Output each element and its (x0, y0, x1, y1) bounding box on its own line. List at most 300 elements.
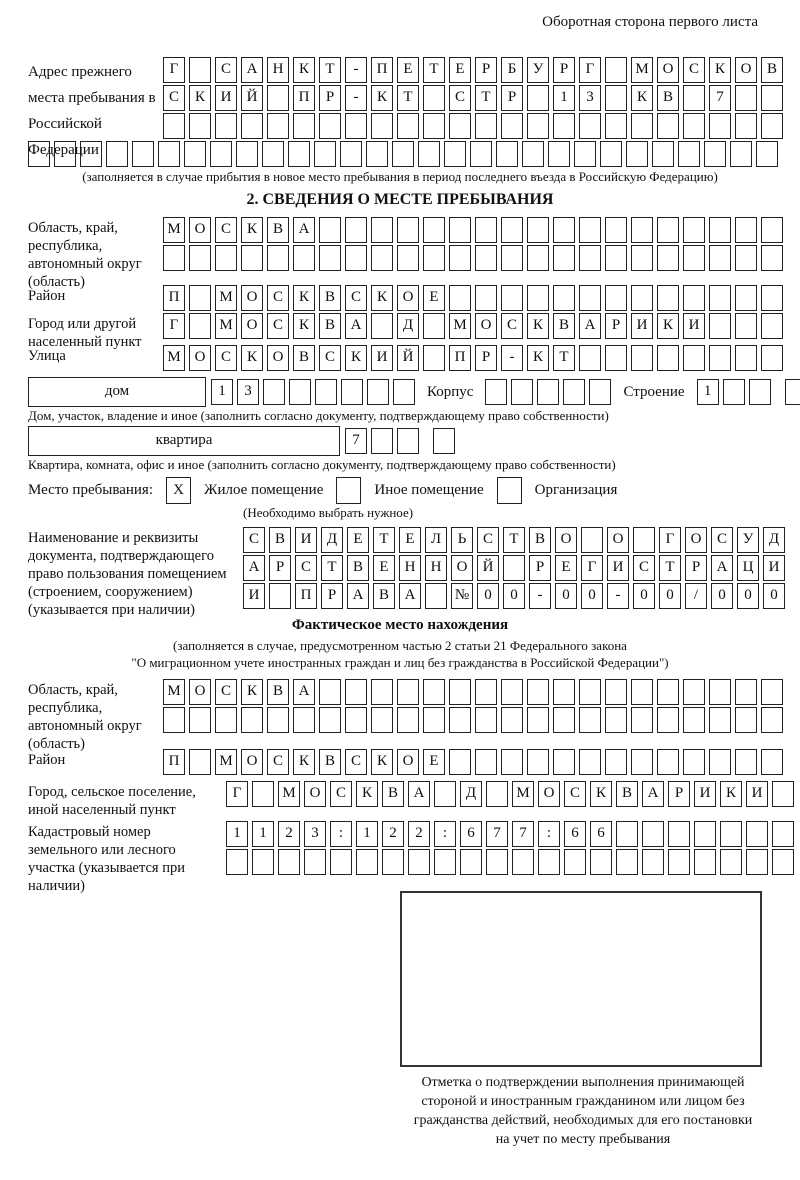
char-cell: - (607, 583, 629, 609)
char-cell: 6 (460, 821, 482, 847)
char-cell (553, 285, 575, 311)
char-cell (397, 245, 419, 271)
korpus-cells (485, 379, 611, 405)
char-cell: Р (529, 555, 551, 581)
char-cell (735, 85, 757, 111)
char-cell (683, 285, 705, 311)
char-cell (657, 749, 679, 775)
char-cell (683, 707, 705, 733)
stamp-caption-line-3: гражданства действий, необходимых для его постановки (413, 1113, 753, 1128)
char-cell (423, 679, 445, 705)
char-cell: К (720, 781, 742, 807)
char-cell: М (163, 217, 185, 243)
char-cell (564, 849, 586, 875)
char-cell: М (215, 749, 237, 775)
char-cell: К (356, 781, 378, 807)
char-cell: У (737, 527, 759, 553)
char-cell: 2 (278, 821, 300, 847)
char-cell (262, 141, 284, 167)
char-cell: 0 (581, 583, 603, 609)
char-cell (382, 849, 404, 875)
char-cell: Е (373, 555, 395, 581)
char-cell: О (397, 285, 419, 311)
char-cell: Р (475, 57, 497, 83)
char-cell: Р (553, 57, 575, 83)
char-cell: 0 (763, 583, 785, 609)
char-cell: 0 (477, 583, 499, 609)
char-cell (704, 141, 726, 167)
char-cell: К (241, 217, 263, 243)
char-cell: П (163, 749, 185, 775)
char-cell (371, 679, 393, 705)
char-cell: Т (659, 555, 681, 581)
char-cell: В (761, 57, 783, 83)
char-cell (475, 679, 497, 705)
char-cell: С (564, 781, 586, 807)
char-cell (553, 113, 575, 139)
char-cell (449, 749, 471, 775)
char-cell (657, 245, 679, 271)
char-cell (605, 85, 627, 111)
char-cell: К (709, 57, 731, 83)
section2-title: 2. СВЕДЕНИЯ О МЕСТЕ ПРЕБЫВАНИЯ (246, 191, 554, 208)
char-cell: Е (347, 527, 369, 553)
region-row-1 (163, 217, 772, 243)
char-cell: К (371, 749, 393, 775)
char-cell: К (293, 285, 315, 311)
city-row (163, 313, 772, 339)
char-cell (485, 379, 507, 405)
prev-address-block (28, 57, 777, 158)
char-cell (449, 285, 471, 311)
char-cell (730, 141, 752, 167)
checkbox-other-premises (336, 477, 361, 504)
char-cell: 3 (237, 379, 259, 405)
char-cell (293, 245, 315, 271)
char-cell: Р (668, 781, 690, 807)
char-cell: С (163, 85, 185, 111)
char-cell: : (330, 821, 352, 847)
char-cell (475, 285, 497, 311)
char-cell: И (215, 85, 237, 111)
char-cell: К (527, 313, 549, 339)
char-cell: О (241, 285, 263, 311)
char-cell (772, 849, 794, 875)
char-cell: А (347, 583, 369, 609)
char-cell: И (607, 555, 629, 581)
char-cell (189, 57, 211, 83)
document-label: Наименование и реквизиты документа, подтверждающего право пользования помещением (строением, сооружением) (указывается при наличии) (28, 530, 227, 618)
char-cell (735, 245, 757, 271)
char-cell (226, 849, 248, 875)
char-cell (761, 679, 783, 705)
char-cell (319, 679, 341, 705)
registration-stamp-box (400, 891, 762, 1067)
char-cell: С (267, 285, 289, 311)
char-cell (642, 849, 664, 875)
char-cell: Т (319, 57, 341, 83)
char-cell (425, 583, 447, 609)
document-cells (243, 527, 780, 609)
char-cell (735, 113, 757, 139)
char-cell (267, 85, 289, 111)
char-cell: - (345, 85, 367, 111)
actual-region-row-2 (163, 707, 772, 733)
char-cell (709, 113, 731, 139)
char-cell: О (397, 749, 419, 775)
char-cell (579, 245, 601, 271)
char-cell: А (293, 679, 315, 705)
char-cell (189, 285, 211, 311)
char-cell: Е (449, 57, 471, 83)
char-cell: 0 (711, 583, 733, 609)
char-cell (694, 821, 716, 847)
char-cell (449, 217, 471, 243)
char-cell (522, 141, 544, 167)
korpus-label: Корпус (427, 383, 474, 400)
char-cell (657, 113, 679, 139)
char-cell (756, 141, 778, 167)
char-cell: О (267, 345, 289, 371)
char-cell (304, 849, 326, 875)
char-cell: К (371, 285, 393, 311)
char-cell (315, 379, 337, 405)
char-cell (501, 245, 523, 271)
char-cell: К (590, 781, 612, 807)
char-cell (189, 313, 211, 339)
char-cell: А (243, 555, 265, 581)
char-cell (356, 849, 378, 875)
char-cell: С (449, 85, 471, 111)
char-cell (735, 313, 757, 339)
char-cell (683, 217, 705, 243)
char-cell (215, 707, 237, 733)
char-cell (215, 113, 237, 139)
char-cell (393, 379, 415, 405)
char-cell (761, 113, 783, 139)
char-cell (581, 527, 603, 553)
char-cell: А (711, 555, 733, 581)
char-cell (423, 345, 445, 371)
char-cell (189, 749, 211, 775)
char-cell (269, 583, 291, 609)
actual-region-block (28, 679, 772, 752)
char-cell (449, 707, 471, 733)
char-cell (631, 217, 653, 243)
char-cell: Р (605, 313, 627, 339)
char-cell (605, 679, 627, 705)
char-cell: С (501, 313, 523, 339)
char-cell: Л (425, 527, 447, 553)
prev-address-row-1 (163, 57, 777, 83)
char-cell (496, 141, 518, 167)
char-cell: Д (763, 527, 785, 553)
char-cell (397, 428, 419, 454)
char-cell: Р (269, 555, 291, 581)
char-cell (527, 245, 549, 271)
char-cell (657, 707, 679, 733)
char-cell (397, 113, 419, 139)
char-cell (501, 749, 523, 775)
actual-district-label: Район (28, 752, 66, 768)
char-cell (631, 345, 653, 371)
char-cell: Г (581, 555, 603, 581)
char-cell: О (685, 527, 707, 553)
char-cell (501, 285, 523, 311)
char-cell: М (631, 57, 653, 83)
char-cell (761, 285, 783, 311)
char-cell (553, 707, 575, 733)
char-cell (735, 345, 757, 371)
char-cell (527, 679, 549, 705)
char-cell (319, 707, 341, 733)
char-cell: 1 (553, 85, 575, 111)
char-cell (746, 821, 768, 847)
char-cell (340, 141, 362, 167)
char-cell (252, 849, 274, 875)
char-cell: С (477, 527, 499, 553)
char-cell: - (529, 583, 551, 609)
char-cell: В (529, 527, 551, 553)
char-cell (605, 57, 627, 83)
char-cell (158, 141, 180, 167)
actual-district-row (163, 749, 772, 775)
char-cell: К (293, 749, 315, 775)
char-cell: В (319, 749, 341, 775)
char-cell: М (512, 781, 534, 807)
char-cell (460, 849, 482, 875)
char-cell (683, 345, 705, 371)
char-cell: Ь (451, 527, 473, 553)
char-cell (434, 849, 456, 875)
char-cell: М (163, 345, 185, 371)
char-cell: Р (501, 85, 523, 111)
option-residential-label: Жилое помещение (204, 482, 324, 498)
char-cell: В (269, 527, 291, 553)
char-cell: В (657, 85, 679, 111)
prev-address-cells (163, 57, 777, 139)
char-cell: Е (423, 749, 445, 775)
char-cell: Т (397, 85, 419, 111)
char-cell: С (215, 217, 237, 243)
char-cell: С (330, 781, 352, 807)
char-cell (579, 345, 601, 371)
char-cell: О (189, 345, 211, 371)
char-cell (683, 113, 705, 139)
char-cell (423, 85, 445, 111)
street-label: Улица (28, 348, 66, 364)
char-cell (293, 707, 315, 733)
char-cell (371, 313, 393, 339)
char-cell (501, 707, 523, 733)
char-cell (683, 85, 705, 111)
char-cell: - (345, 57, 367, 83)
char-cell (503, 555, 525, 581)
char-cell: И (763, 555, 785, 581)
char-cell: Т (503, 527, 525, 553)
char-cell (470, 141, 492, 167)
char-cell: : (538, 821, 560, 847)
char-cell: И (371, 345, 393, 371)
stamp-caption-line-2: стороной и иностранным гражданином или лицом без (421, 1094, 745, 1109)
char-cell: П (163, 285, 185, 311)
char-cell: Г (163, 313, 185, 339)
char-cell (683, 749, 705, 775)
char-cell: 0 (737, 583, 759, 609)
char-cell: 6 (590, 821, 612, 847)
char-cell (735, 749, 757, 775)
char-cell (252, 781, 274, 807)
char-cell: Т (373, 527, 395, 553)
char-cell: 1 (226, 821, 248, 847)
char-cell: 3 (304, 821, 326, 847)
char-cell (444, 141, 466, 167)
actual-city-block (28, 781, 772, 818)
char-cell: М (215, 285, 237, 311)
char-cell (345, 245, 367, 271)
char-cell: О (607, 527, 629, 553)
char-cell: Г (163, 57, 185, 83)
apartment-note: Квартира, комната, офис и иное (заполнить согласно документу, подтверждающему право собственности) (28, 457, 616, 472)
char-cell (236, 141, 258, 167)
char-cell: 0 (633, 583, 655, 609)
char-cell: К (657, 313, 679, 339)
char-cell: Д (397, 313, 419, 339)
char-cell (527, 217, 549, 243)
char-cell (579, 217, 601, 243)
actual-region-cells (163, 679, 772, 733)
char-cell (486, 849, 508, 875)
char-cell (408, 849, 430, 875)
document-row-3 (243, 583, 778, 609)
char-cell (605, 707, 627, 733)
char-cell: А (399, 583, 421, 609)
char-cell (631, 245, 653, 271)
char-cell (709, 285, 731, 311)
char-cell (423, 245, 445, 271)
char-cell: Ц (737, 555, 759, 581)
char-cell (746, 849, 768, 875)
char-cell (605, 245, 627, 271)
char-cell (163, 113, 185, 139)
char-cell (657, 285, 679, 311)
char-cell: И (683, 313, 705, 339)
char-cell: Д (321, 527, 343, 553)
char-cell: Т (553, 345, 575, 371)
actual-location-title: Фактическое место нахождения (291, 617, 509, 633)
char-cell (553, 679, 575, 705)
prev-address-label: Адрес прежнего места пребывания в Российской Федерации (28, 64, 156, 158)
char-cell: К (527, 345, 549, 371)
char-cell (735, 707, 757, 733)
actual-region-label: Область, край, республика, автономный округ (область) (28, 682, 142, 752)
stroenie-label: Строение (623, 383, 685, 400)
char-cell (735, 285, 757, 311)
page-side-note: Оборотная сторона первого листа (542, 14, 758, 30)
char-cell: Г (579, 57, 601, 83)
char-cell (579, 679, 601, 705)
char-cell (631, 285, 653, 311)
char-cell: О (189, 217, 211, 243)
char-cell: И (631, 313, 653, 339)
region-cells (163, 217, 772, 271)
char-cell (371, 245, 393, 271)
char-cell: У (527, 57, 549, 83)
char-cell: К (345, 345, 367, 371)
char-cell: А (293, 217, 315, 243)
actual-city-row (226, 781, 772, 807)
char-cell (423, 217, 445, 243)
char-cell (761, 749, 783, 775)
char-cell: - (501, 345, 523, 371)
char-cell: 0 (659, 583, 681, 609)
char-cell: В (319, 285, 341, 311)
char-cell: 2 (408, 821, 430, 847)
char-cell: И (243, 583, 265, 609)
char-cell (475, 749, 497, 775)
char-cell (267, 245, 289, 271)
actual-region-row-1 (163, 679, 772, 705)
char-cell (527, 749, 549, 775)
stroenie-cells (697, 379, 771, 405)
char-cell (772, 781, 794, 807)
house-row (28, 377, 772, 407)
char-cell (371, 707, 393, 733)
char-cell: К (241, 679, 263, 705)
street-row (163, 345, 772, 371)
char-cell (475, 707, 497, 733)
char-cell (683, 245, 705, 271)
apartment-type-box: квартира (28, 426, 340, 456)
char-cell (267, 707, 289, 733)
char-cell: : (434, 821, 456, 847)
apartment-row (28, 426, 772, 456)
char-cell: Н (425, 555, 447, 581)
char-cell (683, 679, 705, 705)
char-cell (605, 345, 627, 371)
char-cell (600, 141, 622, 167)
char-cell (184, 141, 206, 167)
char-cell: 1 (356, 821, 378, 847)
char-cell (345, 707, 367, 733)
char-cell (371, 217, 393, 243)
stamp-caption-line-1: Отметка о подтверждении выполнения принимающей (421, 1075, 745, 1090)
char-cell: В (293, 345, 315, 371)
char-cell: О (555, 527, 577, 553)
house-note: Дом, участок, владение и иное (заполнить согласно документу, подтверждающему право собственности) (28, 408, 609, 423)
char-cell: Е (397, 57, 419, 83)
char-cell (668, 821, 690, 847)
char-cell (616, 849, 638, 875)
char-cell: А (408, 781, 430, 807)
char-cell (631, 749, 653, 775)
char-cell: 2 (382, 821, 404, 847)
char-cell: Р (319, 85, 341, 111)
char-cell: Й (477, 555, 499, 581)
char-cell (553, 217, 575, 243)
char-cell (449, 113, 471, 139)
char-cell (527, 285, 549, 311)
district-row (163, 285, 772, 311)
char-cell (657, 345, 679, 371)
char-cell (553, 749, 575, 775)
char-cell: С (243, 527, 265, 553)
char-cell (263, 379, 285, 405)
char-cell (189, 113, 211, 139)
char-cell: Н (399, 555, 421, 581)
region-block (28, 217, 772, 290)
actual-location-note-1: (заполняется в случае, предусмотренном частью 2 статьи 21 Федерального закона (173, 638, 627, 653)
